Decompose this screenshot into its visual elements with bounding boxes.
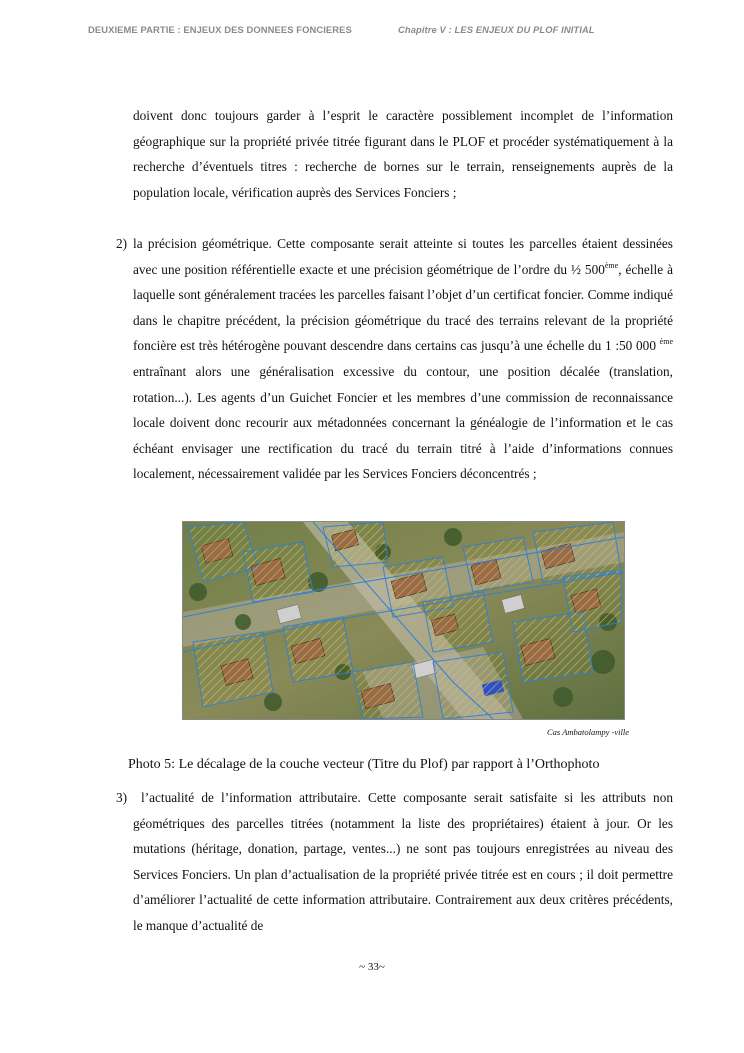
item-2-paragraph: [133, 231, 673, 487]
item-2-text-a: la précision géométrique. Cette composante serait atteinte si toutes les parcelles étaient dessinées avec une position référentielle exacte et une précision géométrique de l’ordre du ½ 500: [133, 236, 673, 277]
item-3-paragraph: l’actualité de l’information attributaire. Cette composante serait satisfaite si les attributs non géométriques des parcelles titrées (notamment la liste des propriétaires) étaient à jour. Or les mutations (héritage, donation, partage, ventes...) ne sont pas toujours enregistrées au niveau des Services Fonciers. Un plan d’actualisation de la propriété privée titrée est en cours ; il doit permettre d’améliorer l’actualité de cette information attributaire. Contrairement aux deux critères précédents, le manque d’actualité de: [133, 790, 673, 933]
item-2-superscript-a: ème: [604, 260, 619, 270]
page-number: ~ 33~: [359, 961, 385, 973]
item-2-number: 2): [116, 236, 128, 251]
item-3-number: 3): [116, 790, 128, 805]
item-2-text-c: entraînant alors une généralisation excessive du contour, une position décalée (translation, rotation...). Les agents d’un Guichet Foncier et les membres d’une commission de reconnaissance locale doivent donc recourir aux métadonnées concernant la généalogie de l’information et le cas échéant envisager une rectification du tracé du terrain titré à l’aide d’informations connues localement, nécessairement validée par les Services Fonciers déconcentrés ;: [133, 363, 673, 482]
header-part-title: DEUXIEME PARTIE : ENJEUX DES DONNEES FONCIERES: [88, 24, 352, 35]
running-header: [88, 24, 688, 38]
header-chapter-title: Chapitre V : LES ENJEUX DU PLOF INITIAL: [398, 24, 595, 35]
item-2-text-b: , échelle à laquelle sont généralement tracées les parcelles faisant l’objet d’un certificat foncier. Comme indiqué dans le chapitre précédent, la précision géométrique du tracé des terrains relevant de la propriété foncière est très hétérogène pouvant descendre dans certains cas jusqu’à une échelle du 1 :50 000: [133, 261, 673, 354]
intro-paragraph: doivent donc toujours garder à l’esprit le caractère possiblement incomplet de l’information géographique sur la propriété privée titrée figurant dans le PLOF et procéder systématiquement à la recherche d’éventuels titres : recherche de bornes sur le terrain, renseignements auprès de la population locale, vérification auprès des Services Fonciers ;: [133, 108, 673, 200]
photo-caption: Photo 5: Le décalage de la couche vecteur (Titre du Plof) par rapport à l’Orthophoto: [128, 757, 600, 772]
orthophoto-illustration: [183, 522, 624, 719]
photo-credit: Cas Ambatolampy -ville: [547, 727, 629, 737]
orthophoto-image: [182, 521, 625, 720]
item-2-superscript-b: ème: [659, 337, 673, 347]
